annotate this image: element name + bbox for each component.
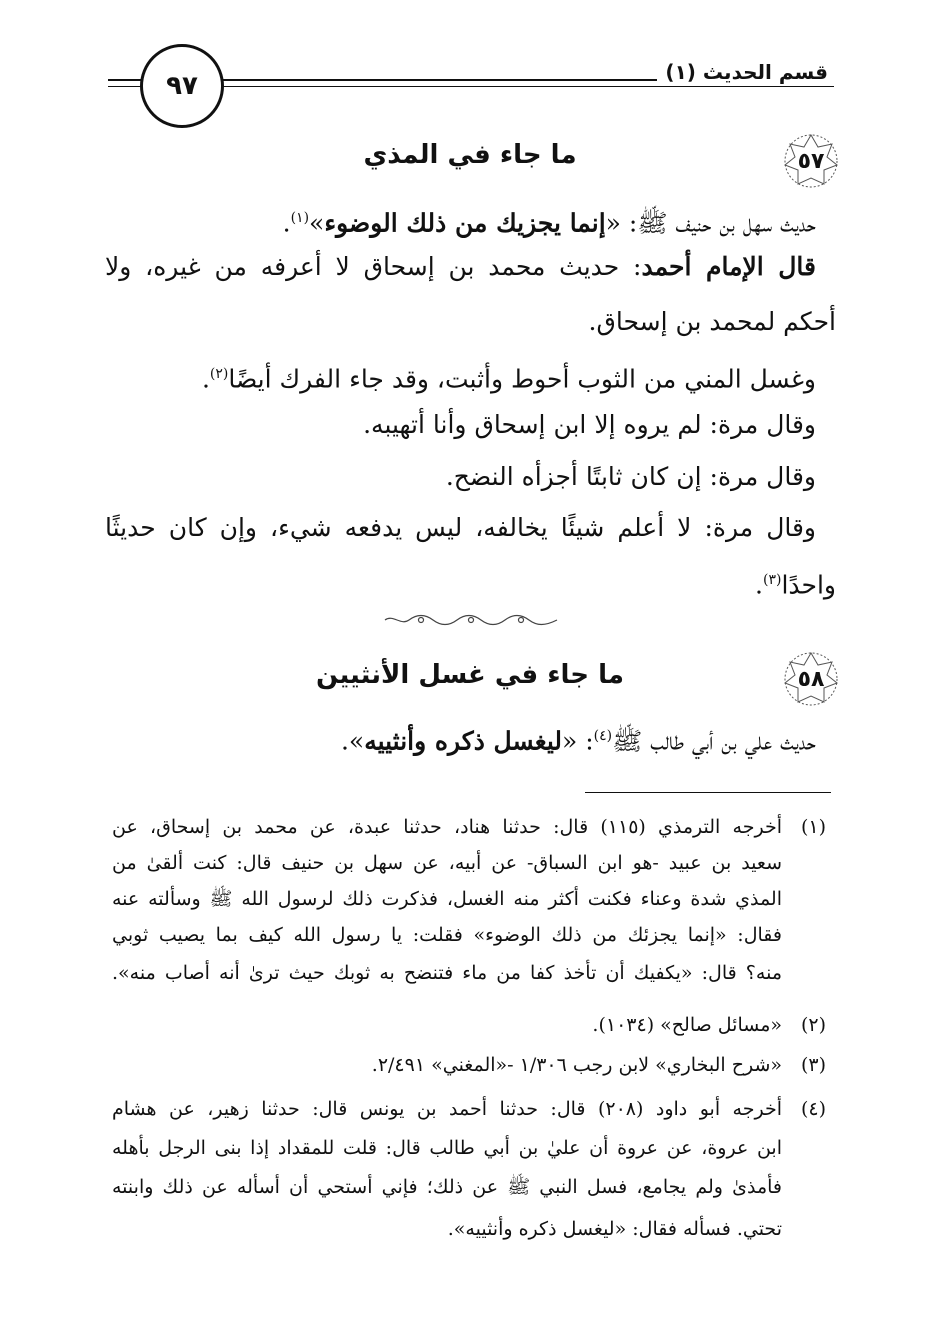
footnote-line: سعيد بن عبيد -هو ابن السباق- عن أبيه، عن سهل بن حنيف قال: كنت ألقىٰ من (112, 852, 782, 874)
paragraph-line: وقال مرة: إن كان ثابتًا أجزأه النضح. (445, 462, 816, 491)
speaker-label: قال الإمام أحمد (641, 252, 817, 281)
footnote-line: تحتي. فسأله فقال: «ليغسل ذكره وأنثييه». (447, 1218, 782, 1240)
chapter-number: ٥٧ (797, 148, 825, 174)
paragraph-line: حديث علي بن أبي طالب ﷺ$^{(٤)}$: «ليغسل ذكره وأنثييه». (340, 726, 816, 756)
header-rule-right-thin (212, 86, 834, 87)
paragraph-line: حديث سهل بن حنيف ﷺ: «إنما يجزيك من ذلك الوضوء»$^{(١)}$. (282, 208, 816, 238)
footnote-line: «شرح البخاري» لابن رجب ١/٣٠٦ -«المغني» ٢/٤٩١. (371, 1054, 782, 1076)
chapter-number-badge (782, 650, 840, 708)
footnote-line: أخرجه الترمذي (١١٥) قال: حدثنا هناد، حدثنا عبدة، عن محمد بن إسحاق، عن (112, 816, 782, 838)
footnote-line: المذي شدة وعناء فكنت أكثر منه الغسل، فذكرت ذلك لرسول الله ﷺ وسألته عنه (112, 888, 782, 910)
chapter-number-badge (782, 132, 840, 190)
paragraph-line: وغسل المني من الثوب أحوط وأثبت، وقد جاء الفرك أيضًا$^{(٢)}$. (201, 364, 816, 394)
chapter-title: ما جاء في غسل الأنثيين (316, 660, 624, 690)
footnote-number: (١) (800, 816, 826, 838)
footnote-number: (٢) (800, 1014, 826, 1036)
footnote-line: فأمذىٰ ولم يجامع، فسل النبي ﷺ عن ذلك؛ فإني أستحي أن أسأله عن ذلك وابنته (112, 1176, 782, 1198)
footnote-ref[interactable]: (١) (290, 210, 310, 226)
paragraph-line: وقال مرة: لا أعلم شيئًا يخالفه، ليس يدفعه شيء، وإن كان حديثًا (105, 513, 816, 542)
chapter-number: ٥٨ (797, 666, 825, 692)
chapter-title: ما جاء في المذي (363, 140, 577, 170)
footnote-number: (٣) (800, 1054, 826, 1076)
footnote-ref[interactable]: (٤) (593, 728, 613, 744)
footnote-ref[interactable]: (٢) (209, 366, 229, 382)
running-title: قسم الحديث (١) (657, 60, 836, 84)
footnote-ref[interactable]: (٣) (762, 572, 782, 588)
paragraph-line: قال الإمام أحمد: حديث محمد بن إسحاق لا أعرفه من غيره، ولا (105, 252, 817, 281)
footnote-separator (585, 792, 831, 793)
footnote-line: منه؟ قال: «يكفيك أن تأخذ كفا من ماء فتنضح به ثوبك حيث ترىٰ أنه أصاب منه». (112, 962, 782, 984)
footnote-line: فقال: «إنما يجزئك من ذلك الوضوء» فقلت: يا رسول الله كيف بما يصيب ثوبي (112, 924, 782, 946)
page-number: ٩٧ (140, 44, 224, 128)
separator-ornament-icon (383, 612, 559, 628)
paragraph-line: وقال مرة: لم يروه إلا ابن إسحاق وأنا أتهيبه. (363, 410, 816, 439)
paragraph-line: أحكم لمحمد بن إسحاق. (588, 307, 836, 336)
footnote-number: (٤) (800, 1098, 826, 1120)
paragraph-line: واحدًا$^{(٣)}$. (755, 570, 836, 600)
footnote-line: ابن عروة، عن عروة أن عليٰ بن أبي طالب قال: قلت للمقداد إذا بنى الرجل بأهله (112, 1137, 782, 1159)
footnote-line: أخرجه أبو داود (٢٠٨) قال: حدثنا أحمد بن يونس قال: حدثنا زهير، عن هشام (112, 1098, 782, 1120)
footnote-line: «مسائل صالح» (١٠٣٤). (592, 1014, 782, 1036)
